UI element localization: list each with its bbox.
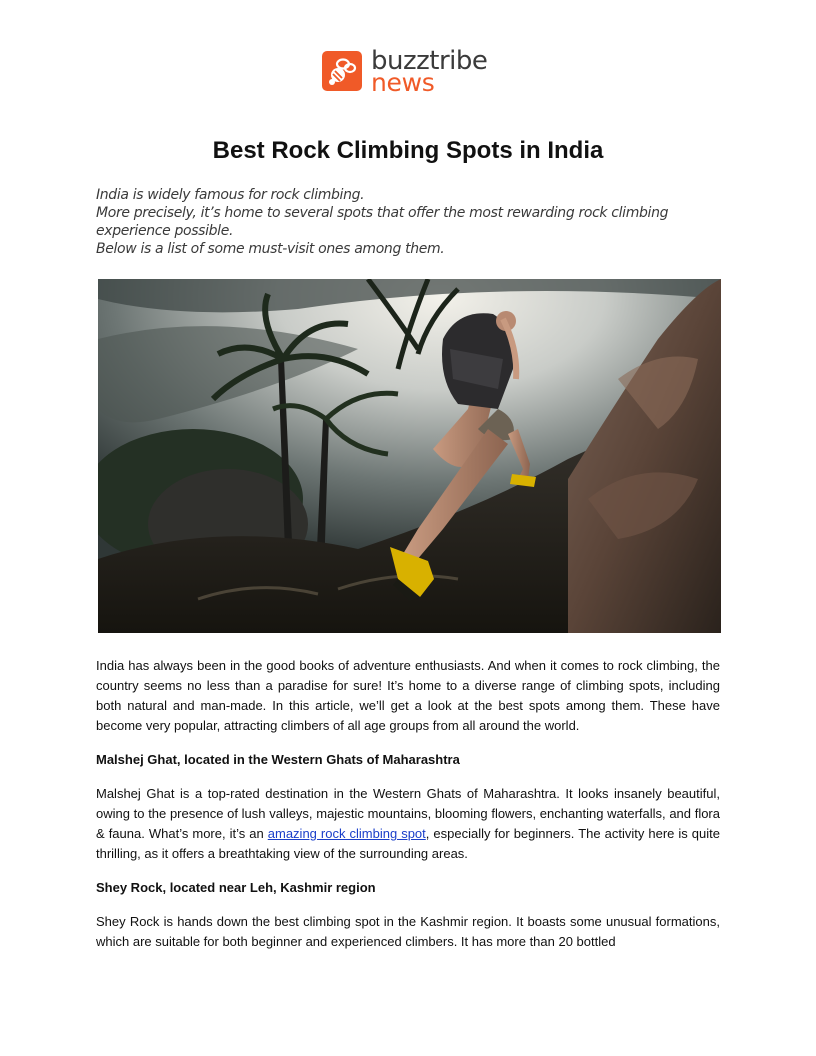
- rock-climbing-link[interactable]: amazing rock climbing spot: [267, 826, 426, 841]
- intro-line: India is widely famous for rock climbing.: [96, 187, 365, 203]
- paragraph-intro: India has always been in the good books of adventure enthusiasts. And when it comes to rock climbing, the country seems no less than a paradise for sure! It’s home to a diverse range of climbing spots, including both natural and man-made. In this article, we’ll get a look at the best spots among them. These have become very popular, attracting climbers of all age groups from all around the world.: [96, 658, 720, 733]
- intro-line: Below is a list of some must-visit ones among them.: [96, 241, 445, 257]
- brand-name: buzztribe: [371, 46, 488, 76]
- brand-subname: news: [371, 68, 435, 97]
- brand-logo[interactable]: [322, 48, 487, 95]
- paragraph-shey-rock: Shey Rock is hands down the best climbing spot in the Kashmir region. It boasts some unusual formations, which are suitable for both beginner and experienced climbers. It has more than 20 bottled: [96, 914, 720, 949]
- hero-photo: [98, 279, 721, 633]
- section-heading: Shey Rock, located near Leh, Kashmir region: [96, 880, 376, 895]
- section-heading: Malshej Ghat, located in the Western Ghats of Maharashtra: [96, 752, 460, 767]
- paragraph-text: , especially for beginners. The activity here is quite thrilling, as it offers a breathtaking view of the surrounding areas.: [96, 826, 720, 861]
- intro-line: More precisely, it’s home to several spots that offer the most rewarding rock climbing experience possible.: [96, 205, 669, 239]
- article-title: Best Rock Climbing Spots in India: [212, 137, 604, 164]
- bee-icon: [322, 51, 362, 91]
- brand-wordmark: [371, 48, 487, 95]
- paragraph-text: Malshej Ghat is a top-rated destination in the Western Ghats of Maharashtra. It looks insanely beautiful, owing to the presence of lush valleys, majestic mountains, blooming flowers, enchanting waterfalls, and flora & fauna. What’s more, it’s an: [96, 786, 720, 841]
- article-intro: [96, 186, 696, 258]
- paragraph-malshej: [96, 784, 720, 864]
